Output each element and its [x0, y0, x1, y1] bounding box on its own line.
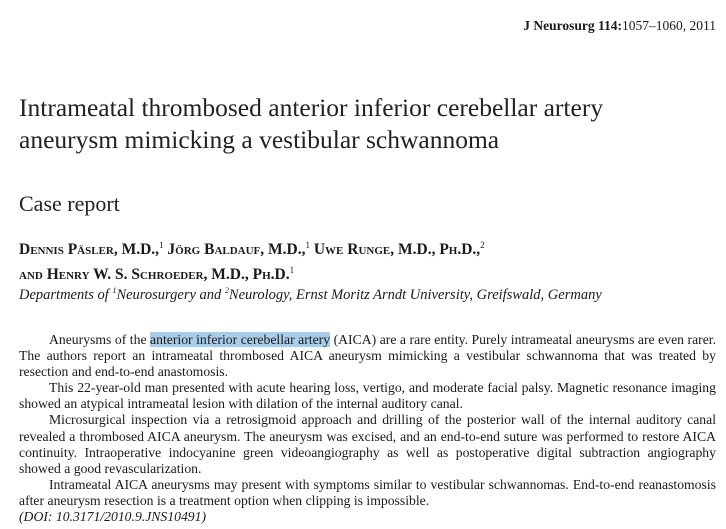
author-3: Uwe Runge, M.D., Ph.D., [313, 241, 481, 259]
author-2-affiliation-mark: 1 [305, 240, 310, 250]
author-line-2 [19, 260, 709, 285]
author-joiner: and [19, 266, 43, 284]
affiliation-mark-1: 1 [112, 286, 117, 295]
abstract-p1-text-start: Aneurysms of the [49, 332, 151, 347]
highlighted-text-selection[interactable]: anterior inferior cerebellar artery [150, 332, 331, 347]
abstract-p1-text-end: (AICA) are a rare entity. Purely intrameatal aneurysms are even rarer. The authors report an intrameatal thrombosed AICA aneurysm mimicking a vestibular schwannoma that was treated by resection and end-to-end anastomosis. [19, 332, 716, 380]
abstract [19, 332, 716, 525]
abstract-paragraph-3: Microsurgical inspection via a retrosigmoid approach and drilling of the posterior wall of the internal auditory canal revealed a thrombosed AICA aneurysm. The aneurysm was excised, and an end-to-end suture was performed to restore AICA continuity. Intraoperative indocyanine green videoangiography as well as postoperative digital subtraction angiography showed a good revascularization. [19, 412, 716, 476]
author-2: Jörg Baldauf, M.D., [167, 241, 306, 259]
author-4-affiliation-mark: 1 [289, 265, 295, 276]
author-line-1 [19, 235, 709, 260]
affiliation-prefix: Departments of [19, 286, 113, 303]
author-1: Dennis Päsler, M.D., [19, 241, 160, 259]
journal-name-volume: J Neurosurg 114: [523, 18, 622, 33]
author-3-affiliation-mark: 2 [480, 240, 485, 250]
section-label: Case report [19, 191, 120, 216]
abstract-paragraph-4: Intrameatal AICA aneurysms may present with symptoms similar to vestibular schwannomas. End-to-end reanastomosis after aneurysm resection is a treatment option when clipping is impossible. [19, 476, 716, 508]
doi-link[interactable]: (DOI: 10.3171/2010.9.JNS10491) [19, 509, 207, 525]
abstract-paragraph-2: This 22-year-old man presented with acute hearing loss, vertigo, and moderate facial palsy. Magnetic resonance imaging showed an atypical intrameatal lesion with dilation of the internal auditory canal. [19, 380, 716, 412]
author-list [19, 235, 709, 285]
journal-citation [523, 18, 716, 34]
article-title-line-1: Intrameatal thrombosed anterior inferior cerebellar artery [19, 93, 604, 122]
article-title-line-2: aneurysm mimicking a vestibular schwannoma [19, 125, 500, 154]
affiliation-dept-1: Neurosurgery and [116, 286, 225, 303]
author-1-affiliation-mark: 1 [159, 240, 164, 250]
author-4: Henry W. S. Schroeder, M.D., Ph.D. [46, 266, 290, 284]
journal-pages-year: 1057–1060, 2011 [622, 18, 716, 33]
affiliation-dept-2: Neurology, Ernst Moritz Arndt University, Greifswald, Germany [228, 286, 602, 303]
abstract-paragraph-1 [19, 332, 716, 380]
affiliation-mark-2: 2 [224, 286, 229, 295]
affiliations [19, 286, 719, 304]
article-title [19, 92, 709, 156]
